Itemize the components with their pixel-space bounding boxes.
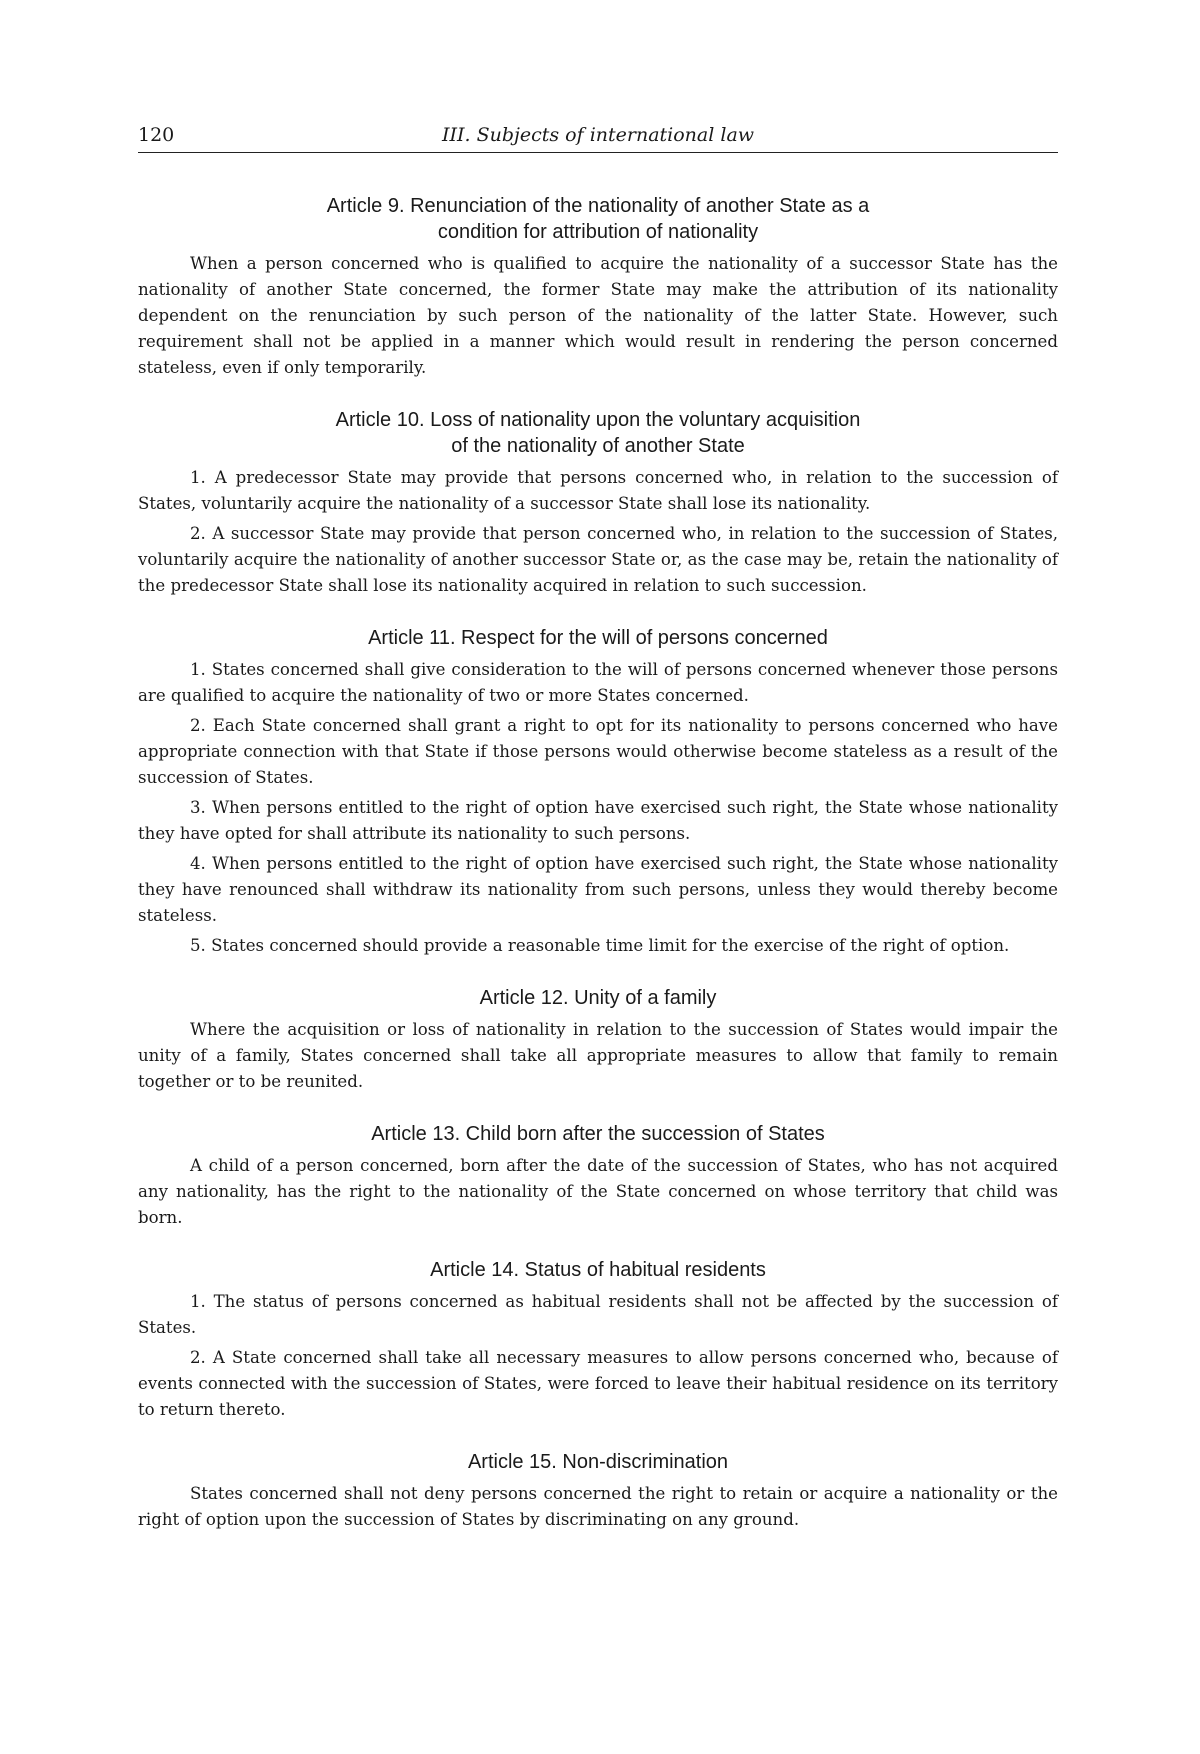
- article-paragraph: 1. A predecessor State may provide that persons concerned who, in relation to the succession of States, voluntarily acquire the nationality of a successor State shall lose its nationality.: [138, 468, 1058, 513]
- article-10: [138, 407, 1058, 599]
- article-9: [138, 193, 1058, 381]
- article-title: [138, 1257, 1058, 1283]
- article-paragraph: 3. When persons entitled to the right of option have exercised such right, the State whose nationality they have opted for shall attribute its nationality to such persons.: [138, 798, 1058, 843]
- article-title-line: Article 9. Renunciation of the nationality of another State as a: [326, 195, 870, 217]
- page-number: 120: [138, 124, 175, 146]
- article-title-line: Article 10. Loss of nationality upon the voluntary acquisition: [335, 409, 861, 431]
- article-title-line: Article 15. Non-discrimination: [467, 1451, 729, 1473]
- article-title-line: Article 12. Unity of a family: [479, 987, 717, 1009]
- article-paragraph: 2. A State concerned shall take all necessary measures to allow persons concerned who, because of events connected with the succession of States, were forced to leave their habitual residence on its territory to return thereto.: [138, 1348, 1058, 1419]
- document-page: [138, 118, 1058, 1537]
- article-title: [138, 625, 1058, 651]
- article-paragraph: 2. Each State concerned shall grant a right to opt for its nationality to persons concerned who have appropriate connection with that State if those persons would otherwise become stateless as a result of the succession of States.: [138, 716, 1058, 787]
- article-title: [138, 1121, 1058, 1147]
- article-title: [138, 193, 1058, 245]
- article-paragraph: 1. States concerned shall give consideration to the will of persons concerned whenever those persons are qualified to acquire the nationality of two or more States concerned.: [138, 660, 1058, 705]
- article-paragraph: Where the acquisition or loss of nationality in relation to the succession of States would impair the unity of a family, States concerned shall take all appropriate measures to allow that family to remain together or to be reunited.: [138, 1020, 1058, 1091]
- article-paragraph: 4. When persons entitled to the right of option have exercised such right, the State whose nationality they have renounced shall withdraw its nationality from such persons, unless they would thereby become stateless.: [138, 854, 1058, 925]
- article-14: [138, 1257, 1058, 1423]
- article-15: [138, 1449, 1058, 1533]
- article-title-line: Article 11. Respect for the will of persons concerned: [368, 627, 828, 649]
- article-13: [138, 1121, 1058, 1231]
- running-header: [138, 118, 1058, 153]
- article-12: [138, 985, 1058, 1095]
- article-title-line: Article 14. Status of habitual residents: [430, 1259, 766, 1281]
- article-paragraph: States concerned shall not deny persons concerned the right to retain or acquire a nationality or the right of option upon the succession of States by discriminating on any ground.: [138, 1484, 1058, 1529]
- article-11: [138, 625, 1058, 959]
- running-title: III. Subjects of international law: [441, 124, 755, 146]
- article-title-line: condition for attribution of nationality: [437, 221, 759, 243]
- article-paragraph: A child of a person concerned, born after the date of the succession of States, who has not acquired any nationality, has the right to the nationality of the State concerned on whose territory that child was born.: [138, 1156, 1058, 1227]
- article-title: [138, 1449, 1058, 1475]
- article-title-line: Article 13. Child born after the succession of States: [371, 1123, 825, 1145]
- article-title-line: of the nationality of another State: [451, 435, 745, 457]
- article-title: [138, 985, 1058, 1011]
- article-paragraph: 1. The status of persons concerned as habitual residents shall not be affected by the succession of States.: [138, 1292, 1058, 1337]
- article-title: [138, 407, 1058, 459]
- article-paragraph: 2. A successor State may provide that person concerned who, in relation to the succession of States, voluntarily acquire the nationality of another successor State or, as the case may be, retain the nationality of the predecessor State shall lose its nationality acquired in relation to such succession.: [138, 524, 1058, 595]
- article-paragraph: 5. States concerned should provide a reasonable time limit for the exercise of the right of option.: [190, 936, 1010, 955]
- article-paragraph: When a person concerned who is qualified to acquire the nationality of a successor State has the nationality of another State concerned, the former State may make the attribution of its nationality dependent on the renunciation by such person of the nationality of the latter State. However, such requirement shall not be applied in a manner which would result in rendering the person concerned stateless, even if only temporarily.: [138, 254, 1058, 377]
